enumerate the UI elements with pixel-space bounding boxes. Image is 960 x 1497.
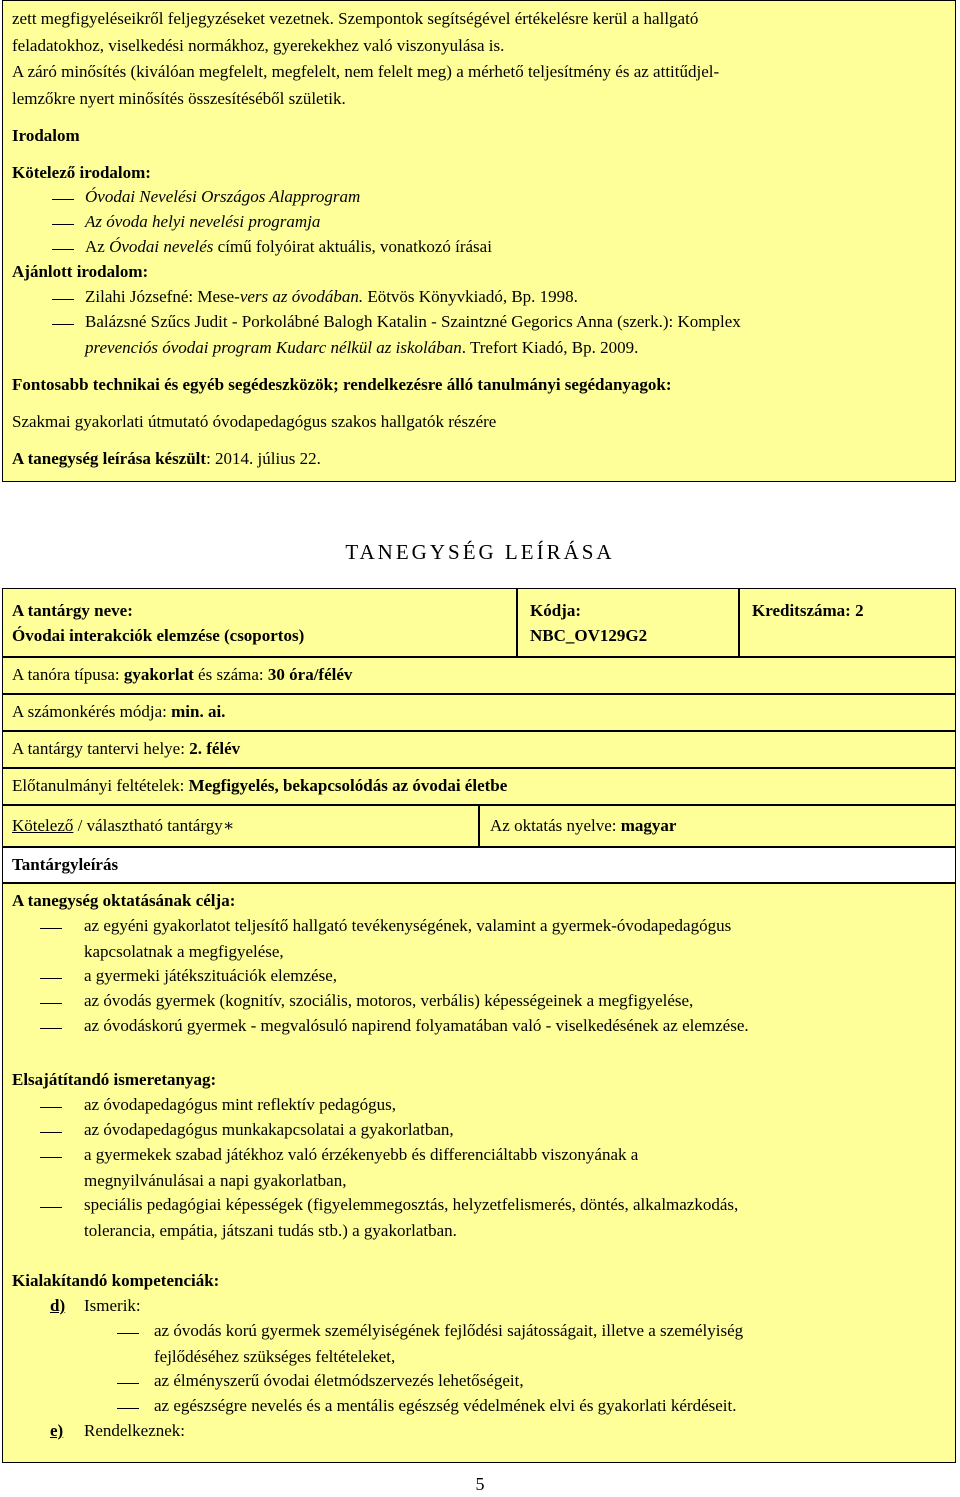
subject-code-cell	[517, 588, 739, 657]
page-title: TANEGYSÉG LEÍRÁSA	[345, 540, 615, 564]
list-dash	[40, 978, 62, 979]
competency-item: az egészségre nevelés és a mentális egészség védelmének elvi és gyakorlati kérdéseit.	[154, 1396, 737, 1415]
literature-item: Balázsné Szűcs Judit - Porkolábné Balogh Katalin - Szaintzné Gegorics Anna (szerk.): Komplex	[85, 312, 741, 331]
list-dash	[40, 1107, 62, 1108]
grading-text-line: A záró minősítés (kiválóan megfelelt, megfelelt, nem felelt meg) a mérhető teljesítmény és az attitűdjel-	[12, 62, 720, 81]
grading-text-line: lemzőkre nyert minősítés összesítéséből születik.	[12, 89, 346, 108]
list-dash	[40, 1207, 62, 1208]
list-dash	[40, 1028, 62, 1029]
competency-group-label: Rendelkeznek:	[84, 1421, 186, 1440]
curriculum-item: a gyermekek szabad játékhoz való érzékenyebb és differenciáltabb viszonyának a	[84, 1145, 639, 1164]
goal-item-continued: kapcsolatnak a megfigyelése,	[84, 942, 284, 961]
list-dash	[40, 1132, 62, 1133]
goal-item: a gyermeki játékszituációk elemzése,	[84, 966, 337, 985]
subject-code-label: Kódja:	[530, 601, 581, 620]
tools-heading: Fontosabb technikai és egyéb segédeszközök; rendelkezésre álló tanulmányi segédanyagok:	[12, 375, 672, 394]
curriculum-heading: Elsajátítandó ismeretanyag:	[12, 1070, 217, 1089]
assessment-method-text: A számonkérés módja: min. ai.	[12, 702, 226, 721]
subject-name-cell	[2, 588, 517, 657]
subject-name-label: A tantárgy neve:	[12, 601, 133, 620]
list-dash	[52, 249, 74, 250]
course-goal-heading: A tanegység oktatásának célja:	[12, 891, 236, 910]
literature-heading: Irodalom	[12, 126, 80, 145]
mandatory-elective-text: Kötelező / választható tantárgy∗	[12, 816, 235, 835]
list-dash	[117, 1383, 139, 1384]
competency-item-continued: fejlődéséhez szükséges feltételeket,	[154, 1347, 396, 1366]
prerequisites-text: Előtanulmányi feltételek: Megfigyelés, bekapcsolódás az óvodai életbe	[12, 776, 508, 795]
class-type-text: A tanóra típusa: gyakorlat és száma: 30 óra/félév	[12, 665, 353, 684]
competency-group-marker: e)	[50, 1421, 64, 1440]
competency-group-marker: d)	[50, 1296, 66, 1315]
curriculum-item-continued: tolerancia, empátia, játszani tudás stb.) a gyakorlatban.	[84, 1221, 457, 1240]
list-dash	[117, 1408, 139, 1409]
course-description-cell	[2, 847, 956, 883]
assessment-text-line: feladatokhoz, viselkedési normákhoz, gyerekekhez való viszonyulása is.	[12, 36, 505, 55]
list-dash	[40, 928, 62, 929]
list-dash	[52, 299, 74, 300]
assessment-text-line: zett megfigyeléseikről feljegyzéseket vezetnek. Szempontok segítségével értékelésre kerül a hallgató	[12, 9, 699, 28]
subject-name-value: Óvodai interakciók elemzése (csoportos)	[12, 626, 305, 645]
description-date: A tanegység leírása készült: 2014. július 22.	[12, 449, 321, 468]
competency-item: az óvodás korú gyermek személyiségének fejlődési sajátosságait, illetve a személyiség	[154, 1321, 744, 1340]
page-number: 5	[475, 1474, 485, 1494]
list-dash	[52, 224, 74, 225]
credits-cell	[739, 588, 956, 657]
goal-item: az óvodáskorú gyermek - megvalósuló napirend folyamatában való - viselkedésének az elemzése.	[84, 1016, 749, 1035]
literature-item-continued: prevenciós óvodai program Kudarc nélkül az iskolában. Trefort Kiadó, Bp. 2009.	[85, 338, 639, 357]
competency-group-label: Ismerik:	[84, 1296, 141, 1315]
list-dash	[52, 199, 74, 200]
list-dash	[117, 1333, 139, 1334]
goal-item: az egyéni gyakorlatot teljesítő hallgató tevékenységének, valamint a gyermek-óvodapedagógus	[84, 916, 732, 935]
competency-item: az élményszerű óvodai életmódszervezés lehetőségeit,	[154, 1371, 524, 1390]
curriculum-place-text: A tantárgy tantervi helye: 2. félév	[12, 739, 241, 758]
list-dash	[52, 324, 74, 325]
curriculum-item: speciális pedagógiai képességek (figyelemmegosztás, helyzetfelismerés, döntés, alkalmazkodás,	[84, 1195, 739, 1214]
literature-item: Zilahi Józsefné: Mese-vers az óvodában. Eötvös Könyvkiadó, Bp. 1998.	[85, 287, 578, 306]
curriculum-item-continued: megnyilvánulásai a napi gyakorlatban,	[84, 1171, 347, 1190]
literature-item: Az óvoda helyi nevelési programja	[85, 212, 321, 231]
recommended-literature-heading: Ajánlott irodalom:	[12, 262, 149, 281]
tools-text: Szakmai gyakorlati útmutató óvodapedagógus szakos hallgatók részére	[12, 412, 497, 431]
goal-item: az óvodás gyermek (kognitív, szociális, motoros, verbális) képességeinek a megfigyelése,	[84, 991, 694, 1010]
credits-value: Kreditszáma: 2	[752, 601, 864, 620]
subject-code-value: NBC_OV129G2	[530, 626, 648, 645]
literature-item: Óvodai Nevelési Országos Alapprogram	[85, 187, 361, 206]
course-description-label: Tantárgyleírás	[12, 855, 119, 874]
competencies-heading: Kialakítandó kompetenciák:	[12, 1271, 220, 1290]
list-dash	[40, 1003, 62, 1004]
list-dash	[40, 1157, 62, 1158]
curriculum-item: az óvodapedagógus munkakapcsolatai a gyakorlatban,	[84, 1120, 454, 1139]
asterisk-icon: ∗	[222, 816, 235, 835]
language-text: Az oktatás nyelve: magyar	[490, 816, 677, 835]
curriculum-item: az óvodapedagógus mint reflektív pedagógus,	[84, 1095, 397, 1114]
mandatory-literature-heading: Kötelező irodalom:	[12, 163, 151, 182]
literature-item: Az Óvodai nevelés című folyóirat aktuális, vonatkozó írásai	[85, 237, 492, 256]
